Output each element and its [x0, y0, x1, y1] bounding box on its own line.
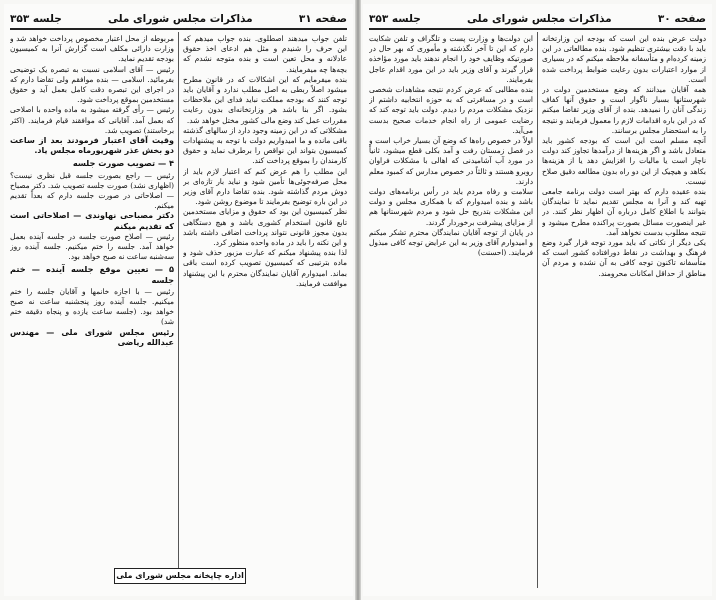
book-gutter: [355, 0, 361, 600]
signature-line: رئیس مجلس شورای ملی — مهندس عبدالله ریاضی: [10, 327, 174, 347]
paragraph: مربوطه از محل اعتبار مخصوص پرداخت خواهد شد و وزارت دارائی مکلف است گزارش آنرا به کمیسیون بودجه تقدیم نماید.: [10, 34, 174, 64]
paragraph: رئیس — راجع بصورت جلسه قبل نظری نیست؟ (اظهاری نشد) صورت جلسه تصویب شد. دکتر مصباح — اصلاحاتی در صورت جلسه دارم که بعداً تقدیم میکنم.: [10, 170, 174, 211]
right-page-column-rule: [537, 32, 538, 588]
paragraph: رئیس — با اجازه خانمها و آقایان جلسه را ختم میکنیم. جلسه آینده روز پنجشنبه ساعت نه صبح خواهد بود. (جلسه ساعت یازده و پنجاه دقیقه ختم شد): [10, 286, 174, 327]
paragraph: رئیس — رأی گرفته میشود به ماده واحده با اصلاحی که بعمل آمد. آقایانی که موافقند قیام فرمایند. (اکثر برخاستند) تصویب شد.: [10, 105, 174, 135]
printing-office-stamp: اداره چاپخانه مجلس شورای ملی: [114, 568, 246, 584]
right-page-session-label: جلسه ۳۵۳: [369, 13, 421, 25]
adjournment-note: وقیت آقای اعتبار فرمودند بعد از ساعت دو بخش عذر شهریورماه مجلس یاد.: [10, 136, 174, 156]
paragraph: اولاً در خصوص راه‌ها که وضع آن بسیار خراب است و در فصل زمستان رفت و آمد بکلی قطع میشود، ثانیاً در مورد آب آشامیدنی که اهالی با مشکلات فراوان روبرو هستند و ثالثاً در خصوص مدارس که کمبود معلم دارند.: [369, 136, 533, 186]
paragraph: مشکلاتی که در این زمینه وجود دارد از سالهای گذشته باقی مانده و ما امیدواریم دولت با توجه به پیشنهادات کمیسیون بتواند این نواقص را برطرف نماید و حقوق کارمندان را بموقع پرداخت کند.: [183, 125, 347, 166]
right-page-header: [369, 10, 706, 30]
left-page: [4, 4, 353, 596]
paragraph: تلفن جواب میدهند اصطلوی. بنده جواب میدهم که این حرف را شنیدم و مثل هم ادعای اخذ حقوق عادلانه و محل تعین است و بنده متوجه نشدم که بچه‌ها چه میفرمایند.: [183, 34, 347, 74]
left-page-column-rule: [178, 32, 179, 572]
paragraph: آنچه مسلم است این است که بودجه کشور باید متعادل باشد و اگر هزینه‌ها از درآمدها تجاوز کند دولت ناچار است یا مالیات را افزایش دهد یا از هزینه‌ها بکاهد و هیچیک از این دو راه بدون مطالعه دقیق صلاح نیست.: [542, 136, 706, 186]
speaker-line: دکتر مصباحی نهاوندی — اصلاحاتی است که تقدیم میکنم: [10, 211, 174, 231]
right-page-publication-title: مذاکرات مجلس شورای ملی: [466, 13, 612, 25]
paragraph: سلامت و رفاه مردم باید در رأس برنامه‌های دولت باشد و بنده امیدوارم که با همکاری مجلس و دولت این مشکلات بتدریج حل شود و مردم شهرستانها هم از مزایای پیشرفت برخوردار گردند.: [369, 187, 533, 227]
paragraph: یکی دیگر از نکاتی که باید مورد توجه قرار گیرد وضع فرهنگ و بهداشت در نقاط دورافتاده کشور است که متأسفانه تاکنون توجه کافی به آن نشده و مردم آن مناطق از حداقل امکانات محرومند.: [542, 238, 706, 278]
right-page-number: صفحه ۳۰: [657, 13, 706, 25]
paragraph: بنده مطالبی که عرض کردم نتیجه مشاهدات شخصی است و در مسافرتی که به حوزه انتخابیه داشتم از نزدیک مشکلات مردم را دیدم. دولت باید توجه کند که رضایت عمومی از راه انجام خدمات صحیح بدست می‌آید.: [369, 85, 533, 135]
left-page-left-column: [10, 34, 174, 554]
paragraph: بنده عقیده دارم که بهتر است دولت برنامه جامعی تهیه کند و آنرا به مجلس تقدیم نماید تا نمایندگان بتوانند با اطلاع کامل درباره آن اظهار نظر کنند. در غیر اینصورت مسائل بصورت پراکنده مطرح میشود و نتیجه مطلوب بدست نخواهد آمد.: [542, 187, 706, 237]
paragraph: این دولت‌ها و وزارت پست و تلگراف و تلفن شکایت دارم که این تا آخر نگذشته و مأموری که بهر حال در صورتیکه وظایف خود را انجام ندهند باید مورد مؤاخذه قرار گیرند و آقای وزیر باید در این مورد اقدام عاجل بفرمایند.: [369, 34, 533, 84]
paragraph: در پایان از توجه آقایان نمایندگان محترم تشکر میکنم و امیدوارم آقای وزیر به این عرایض توجه کافی مبذول فرمایند. (احسنت): [369, 227, 533, 258]
left-page-session-label: جلسه ۳۵۳: [10, 13, 62, 25]
right-page: [363, 4, 712, 596]
section-heading: ۴ — تصویب صورت جلسه: [72, 158, 174, 169]
left-page-header: [10, 10, 347, 30]
left-page-publication-title: مذاکرات مجلس شورای ملی: [107, 13, 253, 25]
paragraph: این مطلب را هم عرض کنم که اعتبار لازم باید از محل صرفه‌جوئی‌ها تأمین شود و نباید بار تازه‌ای بر دوش مردم گذاشته شود. بنده تقاضا دارم آقای وزیر در این باره توضیح بفرمایند تا موضوع روشن شود.: [183, 166, 347, 207]
paragraph: بنده میفرمایم که این اشکالات که در قانون مطرح میشود اصلاً ربطی به اصل مطلب ندارد و آقایان باید توجه کنند که بودجه مملکت نباید فدای این ملاحظات بشود. اگر بنا باشد هر وزارتخانه‌ای بدون رعایت مقررات عمل کند وضع مالی کشور مختل خواهد شد.: [183, 74, 347, 125]
right-page-right-column: [542, 34, 706, 590]
section-heading: ۵ — تعیین موقع جلسه آینده — ختم جلسه: [10, 264, 174, 285]
left-page-number: صفحه ۳۱: [298, 13, 347, 25]
paragraph: لذا بنده پیشنهاد میکنم که عبارت مزبور حذف شود و ماده بترتیبی که کمیسیون تصویب کرده است باقی بماند. امیدوارم آقایان نمایندگان محترم با این پیشنهاد موافقت فرمایند.: [183, 248, 347, 288]
paragraph: رئیس — آقای اسلامی نسبت به تبصره یک توضیحی بفرمائید. اسلامی — بنده موافقم ولی تقاضا دارم که در اجرای این تبصره دقت کامل بعمل آید و حقوق مستخدمین بموقع پرداخت شود.: [10, 64, 174, 105]
paragraph: همه آقایان میدانند که وضع مستخدمین دولت در شهرستانها بسیار ناگوار است و حقوق آنها کفاف زندگی آنان را نمیدهد. بنده از آقای وزیر تقاضا میکنم که در این باره اقدامات لازم را معمول فرمایند و نتیجه را به استحضار مجلس برسانند.: [542, 85, 706, 135]
right-page-left-column: [369, 34, 533, 590]
paragraph: نظر کمیسیون این بود که حقوق و مزایای مستخدمین تابع قانون استخدام کشوری باشد و هیچ دستگاهی بدون مجوز قانونی نتواند پرداخت اضافی داشته باشد و این نکته را باید در ماده واحده منظور کرد.: [183, 207, 347, 248]
left-page-right-column: [183, 34, 347, 590]
paragraph: رئیس — اصلاح صورت جلسه در جلسه آینده بعمل خواهد آمد. جلسه را ختم میکنیم. جلسه آینده روز سه‌شنبه ساعت نه صبح خواهد بود.: [10, 231, 174, 262]
paragraph: دولت عرض بنده این است که بودجه این وزارتخانه باید با دقت بیشتری تنظیم شود. بنده مطالعاتی در این زمینه کرده‌ام و متأسفانه ملاحظه میکنم که در بسیاری از موارد اعتبارات بدون رعایت ضوابط پرداخت شده است.: [542, 34, 706, 84]
